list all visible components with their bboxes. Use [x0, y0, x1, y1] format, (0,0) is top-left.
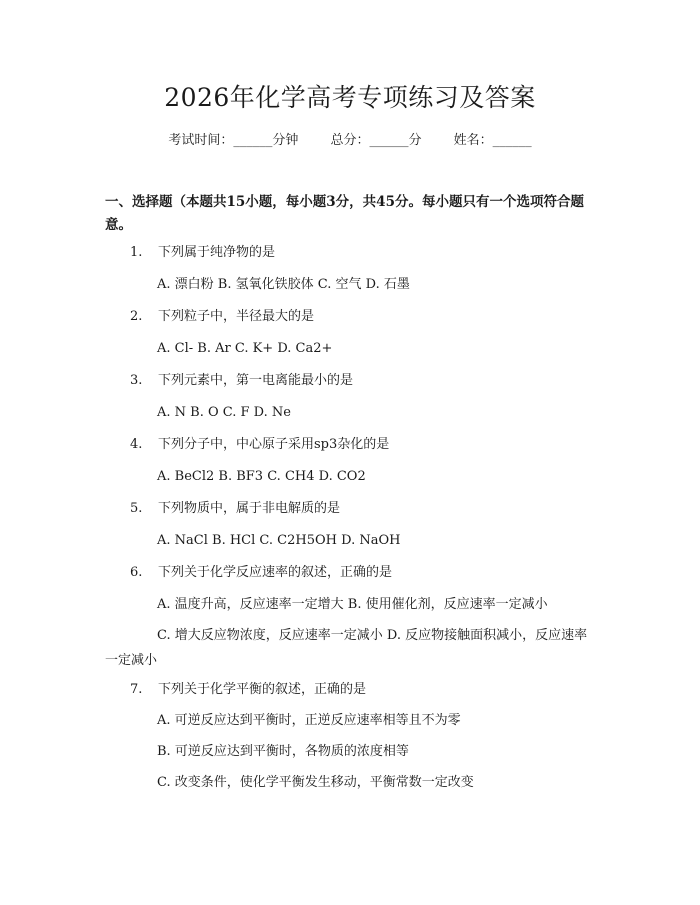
question-number: 6.: [130, 565, 143, 580]
question-stem: 下列分子中，中心原子采用sp3杂化的是: [158, 437, 390, 452]
question-1-options: A. 漂白粉 B. 氢氧化铁胶体 C. 空气 D. 石墨: [157, 277, 410, 292]
question-number: 4.: [130, 437, 143, 452]
question-6-options-ab: A. 温度升高，反应速率一定增大 B. 使用催化剂，反应速率一定减小: [157, 597, 548, 612]
question-number: 7.: [130, 682, 143, 697]
question-7-option-b: B. 可逆反应达到平衡时，各物质的浓度相等: [157, 744, 409, 759]
question-3-options: A. N B. O C. F D. Ne: [157, 405, 291, 420]
question-2: [130, 308, 314, 326]
exam-time-field: 考试时间：______分钟: [168, 133, 299, 148]
question-7-option-c: C. 改变条件，使化学平衡发生移动，平衡常数一定改变: [157, 775, 474, 790]
question-7-option-a: A. 可逆反应达到平衡时，正逆反应速率相等且不为零: [157, 713, 461, 728]
question-6: [130, 564, 392, 582]
question-4-options: A. BeCl2 B. BF3 C. CH4 D. CO2: [157, 469, 366, 484]
question-5-options: A. NaCl B. HCl C. C2H5OH D. NaOH: [157, 533, 401, 548]
question-6-options-cd: C. 增大反应物浓度，反应速率一定减小 D. 反应物接触面积减小，反应速率一定减小: [105, 628, 588, 668]
name-field: 姓名：______: [453, 133, 532, 148]
question-2-options: A. Cl- B. Ar C. K+ D. Ca2+: [157, 341, 333, 356]
question-7: [130, 681, 366, 699]
question-stem: 下列属于纯净物的是: [158, 245, 276, 260]
question-stem: 下列元素中，第一电离能最小的是: [158, 373, 354, 388]
question-5: [130, 500, 340, 518]
question-stem: 下列粒子中，半径最大的是: [158, 309, 315, 324]
question-number: 1.: [130, 245, 143, 260]
question-1: [130, 244, 275, 262]
question-number: 5.: [130, 501, 143, 516]
question-number: 3.: [130, 373, 143, 388]
question-number: 2.: [130, 309, 143, 324]
question-stem: 下列物质中，属于非电解质的是: [158, 501, 341, 516]
exam-meta: [0, 132, 700, 150]
question-stem: 下列关于化学平衡的叙述，正确的是: [158, 682, 367, 697]
page-title: 2026年化学高考专项练习及答案: [164, 83, 536, 112]
total-score-field: 总分：______分: [330, 133, 422, 148]
section-heading: 一、选择题（本题共15小题，每小题3分，共45分。每小题只有一个选项符合题意。: [105, 194, 584, 233]
question-3: [130, 372, 353, 390]
question-stem: 下列关于化学反应速率的叙述，正确的是: [158, 565, 393, 580]
question-4: [130, 436, 389, 454]
